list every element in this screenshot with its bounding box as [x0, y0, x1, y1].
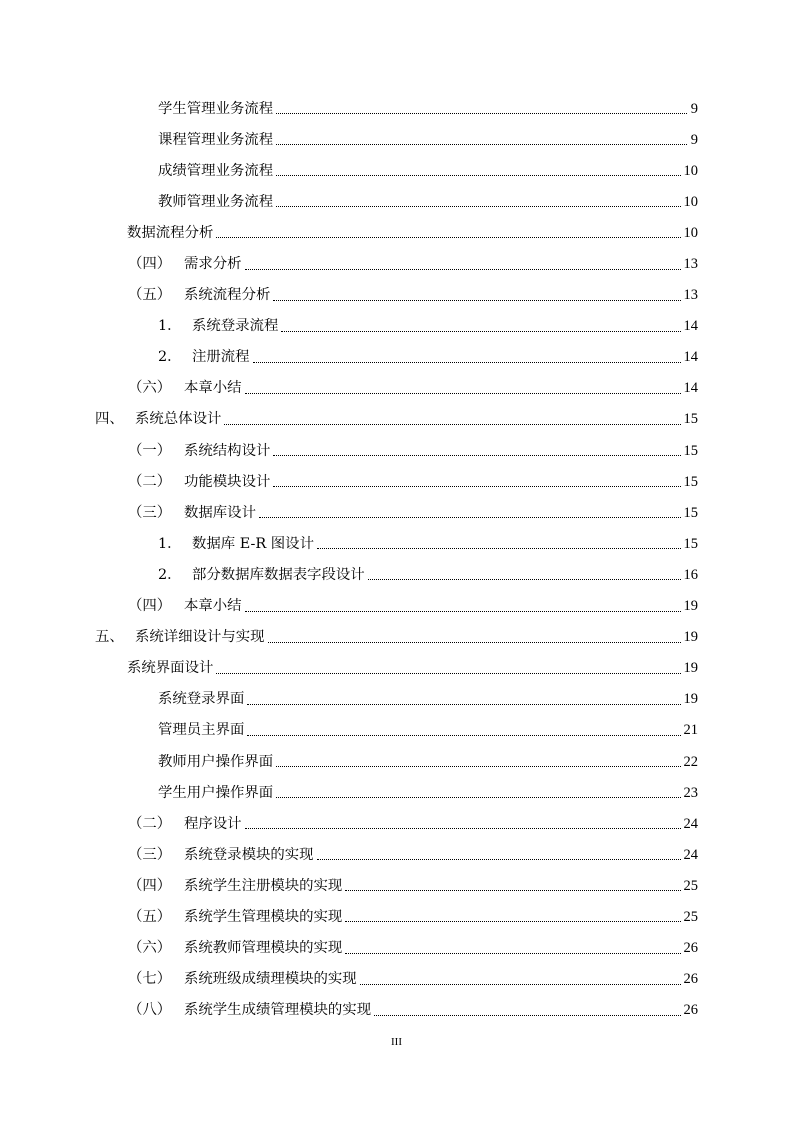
toc-entry-label	[128, 876, 342, 896]
toc-entry-title: 系统教师管理模块的实现	[184, 940, 343, 957]
toc-entry[interactable]	[0, 746, 793, 777]
toc-entry-title: 系统学生成绩管理模块的实现	[184, 1002, 372, 1019]
toc-entry-number: （三）	[128, 846, 172, 863]
toc-entry-label	[128, 472, 270, 492]
toc-entry-number: 2．	[158, 566, 182, 583]
toc-entry-page: 19	[683, 660, 698, 677]
toc-entry-title: 功能模块设计	[184, 473, 271, 490]
toc-entry-number: （二）	[128, 815, 172, 832]
toc-entry[interactable]	[0, 777, 793, 808]
toc-entry-title: 系统登录流程	[192, 318, 279, 335]
dot-leader	[245, 828, 681, 829]
toc-entry-title: 教师管理业务流程	[158, 193, 274, 210]
toc-entry-number: 1．	[158, 318, 182, 335]
toc-entry-page: 14	[683, 318, 698, 335]
toc-entry-number: （六）	[128, 380, 172, 397]
dot-leader	[259, 517, 681, 518]
dot-leader	[216, 673, 680, 674]
toc-entry[interactable]	[0, 217, 793, 248]
toc-entry-title: 系统登录界面	[158, 691, 245, 708]
toc-entry-page: 16	[683, 566, 698, 583]
toc-entry-page: 24	[683, 815, 698, 832]
toc-entry-label	[128, 441, 270, 461]
toc-entry-page: 19	[683, 691, 698, 708]
toc-entry-label	[158, 130, 273, 150]
toc-entry-label	[128, 938, 342, 958]
toc-entry-page: 21	[683, 722, 698, 739]
toc-entry-label	[128, 503, 256, 523]
dot-leader	[276, 797, 680, 798]
toc-entry-label	[158, 99, 273, 119]
dot-leader	[216, 237, 680, 238]
toc-entry-title: 系统登录模块的实现	[184, 846, 314, 863]
toc-entry-page: 19	[683, 629, 698, 646]
toc-entry-label	[128, 254, 242, 274]
toc-entry-label	[158, 752, 273, 772]
dot-leader	[245, 611, 681, 612]
toc-entry-page: 15	[683, 411, 698, 428]
dot-leader	[273, 300, 680, 301]
toc-entry[interactable]	[0, 311, 793, 342]
toc-entry-title: 系统结构设计	[184, 442, 271, 459]
toc-entry-title: 数据流程分析	[127, 224, 214, 241]
toc-entry[interactable]	[0, 808, 793, 839]
dot-leader	[374, 1015, 680, 1016]
toc-entry-label	[128, 969, 357, 989]
toc-entry-label	[127, 658, 213, 678]
toc-entry-page: 10	[683, 224, 698, 241]
toc-entry-page: 26	[683, 940, 698, 957]
toc-entry-title: 系统详细设计与实现	[135, 629, 265, 646]
toc-entry-page: 25	[683, 877, 698, 894]
toc-entry-number: （八）	[128, 1002, 172, 1019]
toc-entry-number: （二）	[128, 473, 172, 490]
toc-entry[interactable]	[0, 653, 793, 684]
toc-entry-label	[128, 907, 342, 927]
toc-entry-label	[158, 192, 273, 212]
toc-entry-label	[128, 845, 314, 865]
toc-entry-number: （五）	[128, 908, 172, 925]
toc-entry-title: 系统学生管理模块的实现	[184, 908, 343, 925]
toc-entry[interactable]	[0, 901, 793, 932]
toc-entry-title: 学生管理业务流程	[158, 100, 274, 117]
toc-entry[interactable]	[0, 248, 793, 279]
dot-leader	[247, 735, 680, 736]
toc-entry-label	[158, 534, 314, 554]
toc-entry-number: 2．	[158, 349, 182, 366]
toc-entry-page: 25	[683, 908, 698, 925]
toc-entry-label	[128, 285, 270, 305]
toc-entry[interactable]	[0, 591, 793, 622]
toc-entry-label	[95, 627, 265, 647]
toc-entry-title: 成绩管理业务流程	[158, 162, 274, 179]
toc-entry-number: 四、	[95, 411, 124, 428]
page-number: III	[391, 1036, 402, 1048]
toc-entry[interactable]	[0, 155, 793, 186]
toc-entry[interactable]	[0, 995, 793, 1026]
dot-leader	[345, 890, 680, 891]
toc-entry-page: 22	[683, 753, 698, 770]
toc-entry[interactable]	[0, 93, 793, 124]
toc-entry-number: （四）	[128, 598, 172, 615]
dot-leader	[224, 424, 680, 425]
toc-entry-label	[128, 814, 242, 834]
toc-entry-title: 学生用户操作界面	[158, 784, 274, 801]
dot-leader	[317, 859, 681, 860]
toc-entry[interactable]	[0, 435, 793, 466]
toc-entry-label	[127, 223, 213, 243]
toc-entry[interactable]	[0, 497, 793, 528]
toc-entry-title: 系统学生注册模块的实现	[184, 877, 343, 894]
toc-entry-title: 需求分析	[184, 256, 242, 273]
toc-entry-page: 15	[683, 504, 698, 521]
toc-entry-page: 23	[683, 784, 698, 801]
toc-entry-title: 教师用户操作界面	[158, 753, 274, 770]
toc-entry-number: （五）	[128, 287, 172, 304]
toc-entry-page: 10	[683, 162, 698, 179]
dot-leader	[268, 642, 681, 643]
toc-entry[interactable]	[0, 342, 793, 373]
toc-entry-page: 15	[683, 442, 698, 459]
toc-entry-page: 14	[683, 349, 698, 366]
toc-entry-page: 9	[690, 131, 698, 148]
toc-entry-label	[158, 565, 365, 585]
dot-leader	[247, 704, 680, 705]
toc-entry-number: 1．	[158, 535, 182, 552]
toc-entry-title: 管理员主界面	[158, 722, 245, 739]
table-of-contents	[0, 93, 793, 1026]
toc-entry-label	[158, 783, 273, 803]
toc-entry-label	[128, 1000, 371, 1020]
toc-entry-page: 24	[683, 846, 698, 863]
toc-entry-page: 14	[683, 380, 698, 397]
toc-entry-title: 数据库设计	[184, 504, 256, 521]
toc-entry-title: 本章小结	[184, 598, 242, 615]
toc-entry[interactable]	[0, 715, 793, 746]
dot-leader	[276, 175, 680, 176]
toc-entry-label	[158, 316, 278, 336]
toc-entry-page: 26	[683, 1002, 698, 1019]
toc-entry-title: 系统界面设计	[127, 660, 214, 677]
toc-entry-label	[128, 596, 242, 616]
toc-entry-label	[128, 378, 242, 398]
dot-leader	[317, 548, 681, 549]
toc-entry[interactable]	[0, 466, 793, 497]
dot-leader	[345, 921, 680, 922]
toc-entry-number: 五、	[95, 629, 124, 646]
toc-entry[interactable]	[0, 186, 793, 217]
toc-entry-page: 15	[683, 473, 698, 490]
toc-entry-label	[158, 347, 250, 367]
toc-entry-number: （四）	[128, 877, 172, 894]
dot-leader	[273, 455, 680, 456]
toc-entry[interactable]	[0, 124, 793, 155]
toc-entry-page: 10	[683, 193, 698, 210]
toc-entry-page: 15	[683, 535, 698, 552]
toc-entry-label	[95, 409, 221, 429]
toc-entry[interactable]	[0, 373, 793, 404]
dot-leader	[245, 393, 681, 394]
toc-entry-title: 课程管理业务流程	[158, 131, 274, 148]
toc-entry[interactable]	[0, 964, 793, 995]
toc-entry[interactable]	[0, 528, 793, 559]
dot-leader	[273, 486, 680, 487]
toc-entry-number: （七）	[128, 971, 172, 988]
dot-leader	[360, 984, 681, 985]
dot-leader	[245, 269, 681, 270]
toc-entry-label	[158, 161, 273, 181]
toc-entry[interactable]	[0, 622, 793, 653]
toc-entry-page: 9	[690, 100, 698, 117]
toc-entry-title: 系统流程分析	[184, 287, 271, 304]
toc-entry[interactable]	[0, 559, 793, 590]
toc-entry-page: 19	[683, 598, 698, 615]
toc-entry-page: 26	[683, 971, 698, 988]
dot-leader	[253, 362, 681, 363]
toc-entry[interactable]	[0, 870, 793, 901]
toc-entry-title: 系统总体设计	[135, 411, 222, 428]
dot-leader	[276, 144, 687, 145]
toc-entry[interactable]	[0, 839, 793, 870]
toc-entry[interactable]	[0, 684, 793, 715]
toc-entry[interactable]	[0, 280, 793, 311]
dot-leader	[368, 579, 681, 580]
toc-entry-title: 程序设计	[184, 815, 242, 832]
toc-entry-number: （四）	[128, 256, 172, 273]
toc-entry[interactable]	[0, 404, 793, 435]
dot-leader	[281, 331, 680, 332]
toc-entry-title: 系统班级成绩理模块的实现	[184, 971, 357, 988]
toc-entry-number: （一）	[128, 442, 172, 459]
toc-entry-page: 13	[683, 256, 698, 273]
toc-entry-number: （六）	[128, 940, 172, 957]
dot-leader	[276, 113, 687, 114]
dot-leader	[276, 206, 680, 207]
toc-entry-title: 本章小结	[184, 380, 242, 397]
toc-entry-label	[158, 720, 244, 740]
toc-entry[interactable]	[0, 933, 793, 964]
toc-entry-title: 数据库 E-R 图设计	[192, 535, 314, 552]
toc-entry-label	[158, 689, 244, 709]
dot-leader	[276, 766, 680, 767]
dot-leader	[345, 953, 680, 954]
toc-entry-title: 注册流程	[192, 349, 250, 366]
toc-entry-number: （三）	[128, 504, 172, 521]
toc-entry-title: 部分数据库数据表字段设计	[192, 566, 365, 583]
toc-entry-page: 13	[683, 287, 698, 304]
